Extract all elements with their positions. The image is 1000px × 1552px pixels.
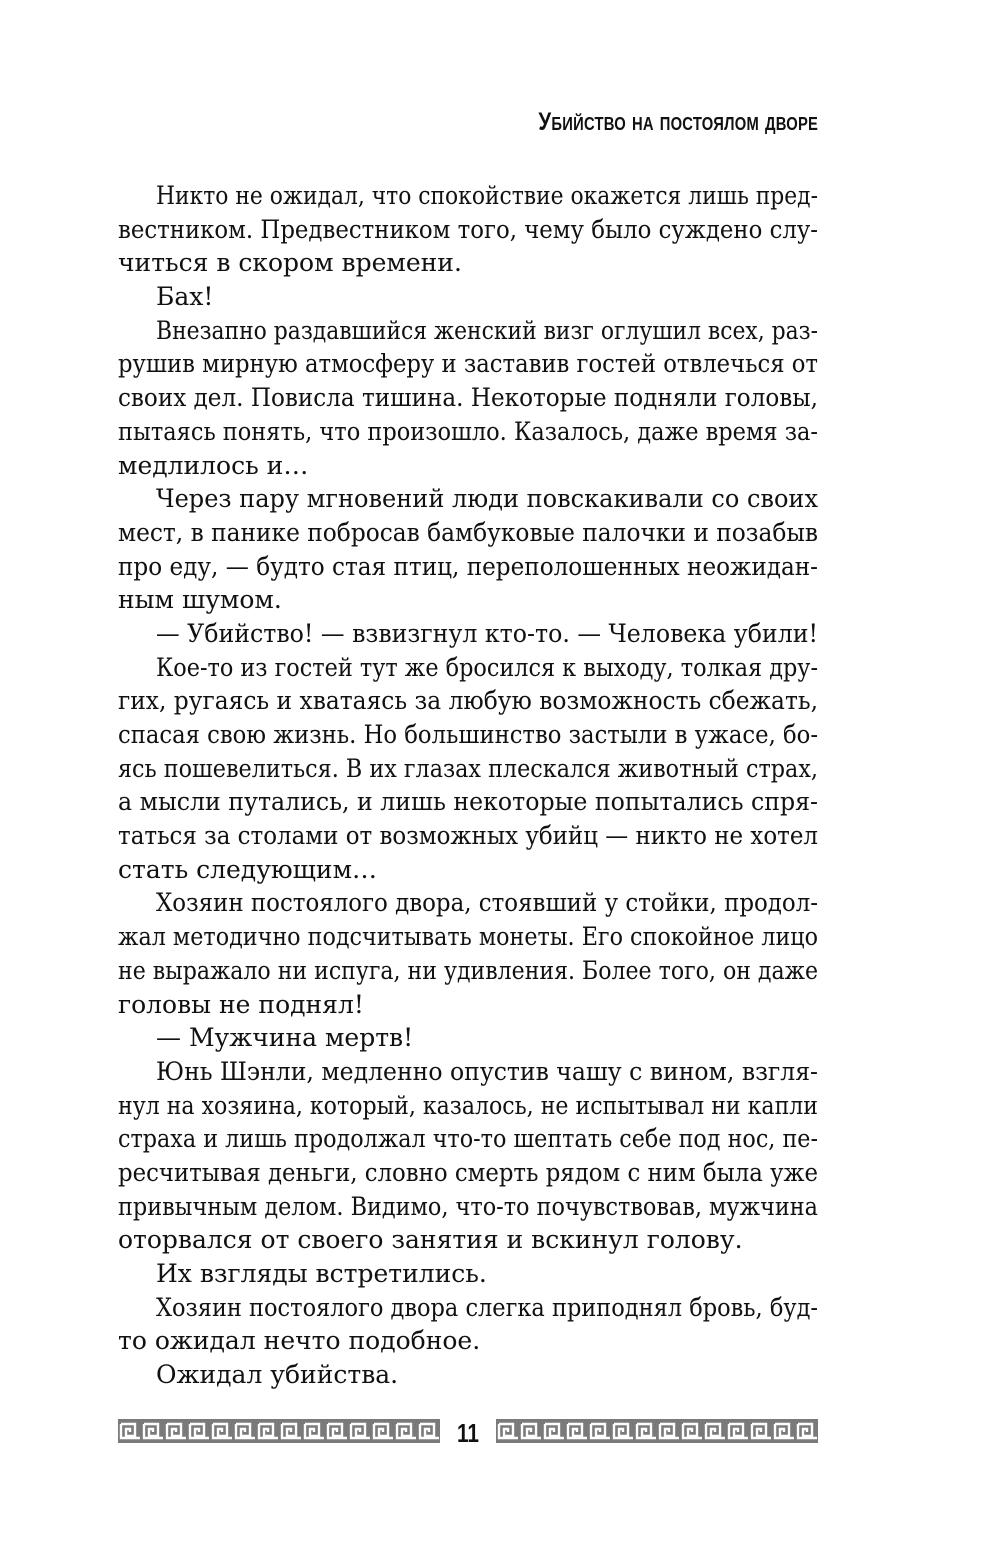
text-line: Юнь Шэнли, медленно опустив чашу с вином, взгля- — [156, 1056, 818, 1086]
text-line: стать следующим… — [118, 854, 378, 884]
text-line: жал методично подсчитывать монеты. Его спокойное лицо — [118, 922, 818, 952]
text-line: Бах! — [156, 282, 214, 312]
page-footer — [118, 1415, 818, 1451]
text-line: привычным делом. Видимо, что-то почувствовав, мужчина — [118, 1191, 818, 1221]
text-line: ресчитывая деньги, словно смерть рядом с ним была уже — [118, 1157, 818, 1187]
text-line: своих дел. Повисла тишина. Некоторые подняли головы, — [118, 383, 818, 413]
text-line: не выражало ни испуга, ни удивления. Более того, он даже — [118, 955, 818, 985]
text-line: — Убийство! — взвизгнул кто-то. — Человека убили! — [156, 618, 818, 648]
text-line: Хозяин постоялого двора, стоявший у стойки, продол- — [156, 888, 818, 918]
greek-key-ornament-left — [118, 1419, 440, 1443]
text-line: Внезапно раздавшийся женский визг оглушил всех, раз- — [156, 315, 818, 345]
text-line: медлилось и… — [118, 450, 309, 480]
text-line: таться за столами от возможных убийц — никто не хотел — [118, 821, 818, 851]
text-line: страха и лишь продолжал что-то шептать себе под нос, пе- — [118, 1124, 818, 1154]
text-line: ным шумом. — [118, 585, 282, 615]
running-head-title: Убийство на постоялом дворе — [538, 108, 818, 136]
text-line: нул на хозяина, который, казалось, не испытывал ни капли — [118, 1090, 818, 1120]
text-line: гих, ругаясь и хватаясь за любую возможность сбежать, — [118, 686, 818, 716]
text-line: а мысли путались, и лишь некоторые попытались спря- — [118, 787, 818, 817]
text-line: пытаясь понять, что произошло. Казалось, даже время за- — [118, 416, 818, 446]
greek-key-ornament-right — [496, 1419, 818, 1443]
text-line: Кое-то из гостей тут же бросился к выходу, толкая дру- — [156, 652, 818, 682]
text-line: — Мужчина мертв! — [156, 1023, 414, 1053]
text-line: спасая свою жизнь. Но большинство застыли в ужасе, бо- — [118, 720, 818, 749]
text-line: оторвался от своего занятия и вскинул голову. — [118, 1225, 743, 1255]
text-line: головы не поднял! — [118, 989, 364, 1019]
page-number: 11 — [457, 1418, 479, 1448]
text-line: Их взгляды встретились. — [156, 1259, 487, 1288]
body-text — [118, 179, 818, 1392]
text-line: про еду, — будто стая птиц, переполошенных неожидан- — [118, 551, 818, 581]
text-line: мест, в панике побросав бамбуковые палочки и позабыв — [118, 517, 818, 547]
text-line: Никто не ожидал, что спокойствие окажется лишь пред- — [156, 181, 818, 210]
text-line: то ожидал нечто подобное. — [118, 1326, 481, 1356]
text-line: вестником. Предвестником того, чему было суждено слу- — [118, 214, 818, 244]
text-line: Хозяин постоялого двора слегка приподнял бровь, буд- — [156, 1292, 818, 1322]
text-line: читься в скором времени. — [118, 248, 462, 278]
text-line: Через пару мгновений люди повскакивали со своих — [156, 484, 818, 514]
text-line: рушив мирную атмосферу и заставив гостей отвлечься от — [118, 349, 818, 379]
text-line: ясь пошевелиться. В их глазах плескался животный страх, — [118, 753, 818, 783]
text-line: Ожидал убийства. — [156, 1360, 399, 1390]
